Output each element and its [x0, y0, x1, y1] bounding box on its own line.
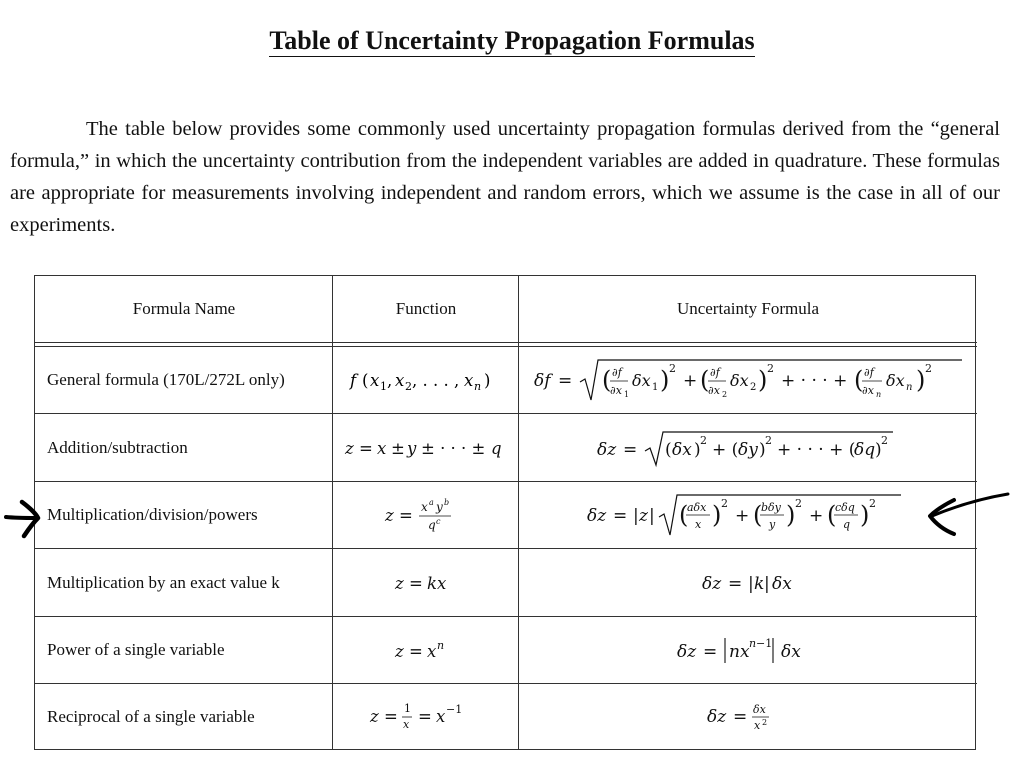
hand-drawn-right-arrow-icon	[4, 496, 44, 542]
svg-text:y: y	[769, 518, 776, 531]
row-function	[333, 549, 519, 616]
svg-text:+ · · · + (: + · · · + (	[777, 439, 856, 460]
svg-text:(: (	[700, 366, 710, 394]
row-function	[333, 347, 519, 413]
header-uncertainty-formula: Uncertainty Formula	[676, 299, 820, 318]
svg-text:=: =	[623, 439, 638, 460]
table-row	[35, 617, 977, 683]
svg-text:): )	[860, 501, 870, 529]
svg-text:=: =	[399, 506, 413, 525]
svg-text:f: f	[350, 371, 357, 390]
row-function-math	[391, 568, 461, 598]
svg-text:x: x	[695, 518, 702, 531]
svg-text:∂f: ∂f	[710, 366, 720, 379]
svg-text:): )	[694, 439, 701, 460]
svg-text:x: x	[436, 707, 446, 726]
svg-text:2: 2	[767, 362, 774, 375]
svg-text:+ · · · +: + · · · +	[781, 371, 848, 391]
svg-text:q: q	[428, 518, 436, 532]
table-row	[35, 414, 977, 481]
svg-text:δx: δx	[632, 371, 651, 390]
svg-text:δz: δz	[677, 642, 697, 662]
svg-text:δx: δx	[886, 371, 905, 390]
svg-text:1: 1	[624, 390, 630, 399]
svg-text:2: 2	[765, 433, 772, 447]
table-row	[35, 549, 977, 616]
header-function: Function	[395, 299, 457, 318]
svg-text:=: =	[613, 506, 628, 526]
svg-text:n: n	[474, 380, 482, 393]
svg-text:(: (	[854, 366, 864, 394]
svg-text:2: 2	[721, 497, 728, 510]
row-formula-math	[593, 423, 903, 473]
svg-text:): )	[786, 501, 796, 529]
svg-text:aδx: aδx	[687, 501, 707, 514]
row-formula-math	[673, 632, 823, 668]
svg-text:): )	[660, 366, 670, 394]
row-function-math	[381, 493, 471, 537]
row-formula-math	[583, 487, 913, 543]
row-formula	[519, 414, 977, 481]
svg-text:=: =	[728, 573, 743, 594]
svg-text:δx: δx	[672, 439, 692, 460]
svg-text:∂x: ∂x	[610, 384, 622, 397]
row-function-math	[391, 635, 461, 665]
svg-text:(: (	[665, 439, 672, 460]
table-row	[35, 684, 977, 750]
svg-text:q: q	[491, 438, 502, 458]
svg-text:z: z	[395, 573, 404, 593]
svg-text:b: b	[444, 498, 450, 507]
svg-text:c: c	[436, 517, 441, 526]
row-function-math	[366, 697, 486, 737]
svg-text:± · · · ±: ± · · · ±	[421, 438, 486, 458]
svg-text:bδy: bδy	[761, 501, 781, 514]
row-function-math	[341, 433, 511, 463]
svg-text:(: (	[362, 371, 369, 390]
svg-text:1: 1	[404, 702, 411, 715]
svg-text:(: (	[602, 366, 612, 394]
svg-text:x: x	[421, 500, 428, 514]
row-name: General formula (170L/272L only)	[47, 370, 285, 389]
svg-text:): )	[759, 439, 766, 460]
page-title-text: Table of Uncertainty Propagation Formulas	[269, 26, 755, 55]
svg-text:δq: δq	[854, 439, 876, 460]
svg-text:(: (	[679, 501, 689, 529]
table-header-row	[35, 276, 977, 342]
row-name: Reciprocal of a single variable	[47, 707, 255, 726]
svg-text:δy: δy	[738, 439, 758, 460]
svg-text:n: n	[906, 382, 913, 393]
svg-text:(: (	[827, 501, 837, 529]
svg-text:2: 2	[762, 718, 768, 727]
svg-text:2: 2	[869, 497, 876, 510]
svg-text:): )	[484, 371, 491, 390]
svg-text:±: ±	[391, 438, 405, 458]
svg-text:|: |	[649, 506, 655, 526]
svg-text:=: =	[409, 573, 423, 593]
svg-text:2: 2	[700, 433, 707, 447]
row-function	[333, 684, 519, 750]
svg-text:=: =	[359, 438, 373, 458]
svg-text:x: x	[427, 642, 437, 661]
svg-text:cδq: cδq	[835, 501, 855, 514]
row-formula	[519, 684, 977, 750]
svg-text:δz: δz	[597, 439, 617, 460]
svg-text:=: =	[733, 707, 748, 727]
table-row	[35, 482, 977, 548]
svg-text:δz: δz	[707, 707, 727, 727]
svg-text:−1: −1	[446, 703, 463, 716]
svg-text:|: |	[633, 506, 639, 526]
svg-text:z: z	[395, 642, 404, 661]
svg-text:nx: nx	[729, 642, 750, 662]
svg-text:x: x	[403, 718, 410, 731]
svg-text:|: |	[764, 573, 770, 594]
row-formula	[519, 617, 977, 683]
svg-text:y: y	[407, 438, 417, 458]
row-function-math	[346, 365, 506, 395]
svg-text:kx: kx	[427, 573, 447, 593]
svg-text:2: 2	[881, 433, 888, 447]
svg-text:+: +	[735, 506, 750, 526]
svg-text:1: 1	[380, 380, 387, 393]
row-formula-math	[703, 697, 793, 737]
hand-drawn-left-arrow-icon	[926, 488, 1016, 540]
svg-text:2: 2	[722, 390, 728, 399]
row-name: Addition/subtraction	[47, 437, 188, 457]
svg-text:δz: δz	[587, 506, 607, 526]
svg-text:x: x	[464, 371, 474, 390]
svg-text:−1: −1	[756, 637, 773, 650]
header-formula-name: Formula Name	[132, 299, 236, 318]
row-name: Power of a single variable	[47, 640, 225, 659]
svg-text:|: |	[748, 573, 754, 594]
svg-text:∂x: ∂x	[862, 384, 874, 397]
svg-text:): )	[875, 439, 882, 460]
svg-text:+: +	[809, 506, 824, 526]
svg-text:2: 2	[669, 362, 676, 375]
intro-paragraph: The table below provides some commonly used uncertainty propagation formulas derived from the “general formula,” in which the uncertainty contribution from the independent variables are added in quadrature. These formulas are appropriate for measurements involving independent and random errors, which we assume is the case in all of our experiments.	[10, 118, 1000, 236]
svg-text:=: =	[703, 642, 718, 662]
svg-text:k: k	[754, 573, 765, 594]
row-function	[333, 414, 519, 481]
svg-text:): )	[916, 366, 926, 394]
row-formula-math	[698, 568, 798, 598]
svg-text:=: =	[384, 707, 398, 726]
row-name: Multiplication/division/powers	[47, 505, 258, 524]
svg-text:n: n	[749, 637, 757, 650]
svg-text:(: (	[753, 501, 763, 529]
row-formula	[519, 549, 977, 616]
svg-text:δx: δx	[730, 371, 749, 390]
svg-text:2: 2	[795, 497, 802, 510]
row-name: Multiplication by an exact value k	[47, 572, 280, 592]
svg-text:δf: δf	[534, 371, 551, 391]
table-divider	[35, 342, 977, 343]
svg-text:2: 2	[925, 362, 932, 375]
svg-text:2: 2	[750, 382, 757, 393]
svg-text:z: z	[639, 506, 648, 526]
svg-text:∂x: ∂x	[708, 384, 720, 397]
svg-text:y: y	[436, 500, 443, 514]
svg-text:+ (: + (	[712, 439, 739, 460]
svg-text:δx: δx	[781, 642, 801, 662]
svg-text:z: z	[345, 438, 354, 458]
svg-text:n: n	[876, 390, 882, 399]
svg-text:x: x	[395, 371, 405, 390]
table-row	[35, 347, 977, 413]
svg-text:∂f: ∂f	[612, 366, 622, 379]
svg-text:): )	[712, 501, 722, 529]
svg-text:=: =	[418, 707, 432, 726]
svg-text:n: n	[437, 639, 445, 652]
row-function	[333, 617, 519, 683]
svg-text:δx: δx	[753, 703, 766, 716]
svg-text:x: x	[754, 719, 761, 732]
svg-text:δx: δx	[772, 573, 792, 594]
formula-table	[34, 275, 976, 750]
svg-text:δz: δz	[702, 573, 722, 594]
svg-text:1: 1	[652, 382, 659, 393]
svg-text:+: +	[683, 371, 698, 391]
svg-text:q: q	[843, 518, 851, 531]
row-formula	[519, 482, 977, 548]
svg-text:): )	[758, 366, 768, 394]
svg-text:,: ,	[387, 371, 393, 390]
svg-text:z: z	[385, 506, 394, 525]
row-formula-math	[528, 352, 968, 408]
svg-text:x: x	[377, 438, 387, 458]
row-formula	[519, 347, 977, 413]
row-function	[333, 482, 519, 548]
svg-text:=: =	[558, 371, 573, 391]
svg-text:∂f: ∂f	[864, 366, 874, 379]
svg-text:a: a	[429, 498, 434, 507]
svg-text:=: =	[409, 642, 423, 661]
svg-text:, . . . ,: , . . . ,	[412, 371, 460, 390]
svg-text:2: 2	[405, 380, 412, 393]
svg-text:x: x	[370, 371, 380, 390]
page-title	[0, 26, 1024, 56]
svg-text:z: z	[370, 707, 379, 726]
